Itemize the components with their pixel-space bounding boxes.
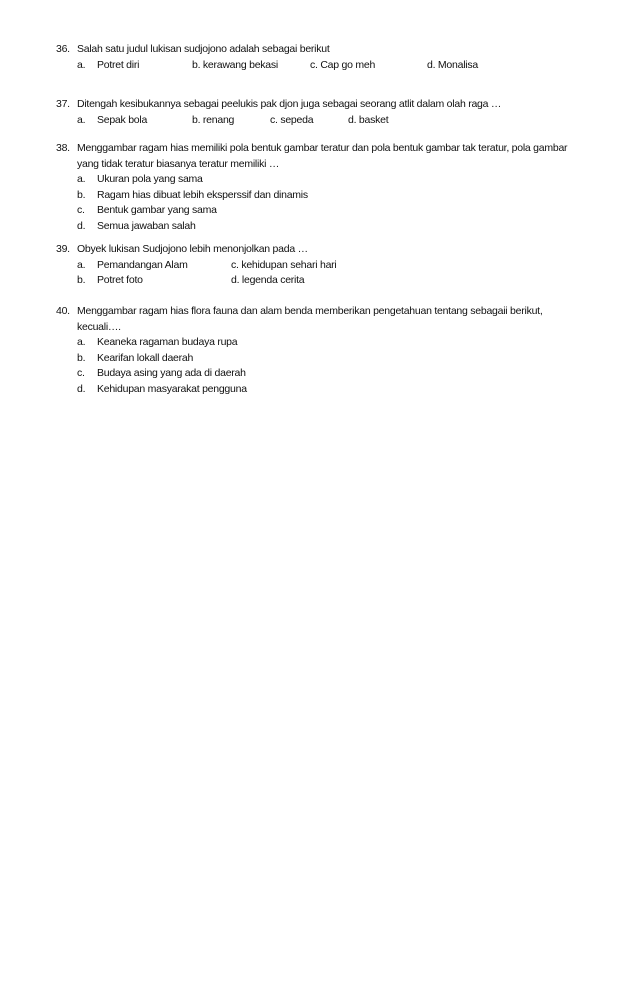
question-number: 37. <box>56 98 70 110</box>
option-c-row <box>56 203 616 219</box>
option-b: b. renang <box>192 113 235 126</box>
option-b-row <box>56 188 616 204</box>
option-a: Ukuran pola yang sama <box>97 173 203 185</box>
question-text-line-1: Menggambar ragam hias memiliki pola bentuk gambar teratur dan pola bentuk gambar tak teratur, pola gambar <box>77 142 568 154</box>
option-c: c. kehidupan sehari hari <box>231 258 337 271</box>
question-number: 39. <box>56 243 70 255</box>
question-text-line-1: Menggambar ragam hias flora fauna dan alam benda memberikan pengetahuan tentang sebagaii berikut, <box>77 305 543 317</box>
option-c: c. sepeda <box>270 113 314 126</box>
question-text-line-2: kecuali…. <box>77 320 121 333</box>
option-letter: d. <box>77 382 86 395</box>
options-row <box>56 58 616 74</box>
option-b: Kearifan lokall daerah <box>97 351 194 364</box>
options-row-2 <box>56 273 616 289</box>
option-letter: c. <box>77 367 85 379</box>
options-row <box>56 113 616 129</box>
option-d: d. Monalisa <box>427 58 478 71</box>
option-c: c. Cap go meh <box>310 58 376 71</box>
option-d: Semua jawaban salah <box>97 219 196 232</box>
question-39 <box>56 242 616 289</box>
question-text: Salah satu judul lukisan sudjojono adalah sebagai berikut <box>77 43 330 55</box>
option-letter: b. <box>77 351 86 364</box>
option-d-row <box>56 219 616 235</box>
option-b: Potret foto <box>97 274 143 286</box>
option-d-row <box>56 382 616 398</box>
option-a: Pemandangan Alam <box>97 258 188 271</box>
option-d: d. basket <box>348 113 389 126</box>
question-text: Ditengah kesibukannya sebagai peelukis pak djon juga sebagai seorang atlit dalam olah raga … <box>77 98 502 110</box>
option-c: Budaya asing yang ada di daerah <box>97 367 246 379</box>
question-38 <box>56 141 616 234</box>
option-b: Ragam hias dibuat lebih eksperssif dan dinamis <box>97 188 308 201</box>
question-40 <box>56 304 616 397</box>
option-letter: b. <box>77 274 86 286</box>
option-letter: a. <box>77 173 86 185</box>
options-row-1 <box>56 258 616 274</box>
option-d: d. legenda cerita <box>231 274 305 286</box>
option-b-row <box>56 351 616 367</box>
option-a-row <box>56 335 616 351</box>
question-37 <box>56 97 616 128</box>
option-c: Bentuk gambar yang sama <box>97 204 217 216</box>
option-letter: d. <box>77 219 86 232</box>
option-letter: c. <box>77 204 85 216</box>
option-letter: a. <box>77 113 86 126</box>
option-letter: a. <box>77 58 86 71</box>
question-number: 38. <box>56 142 70 154</box>
question-text-line-2: yang tidak teratur biasanya teratur memiliki … <box>77 157 280 170</box>
option-b: b. kerawang bekasi <box>192 58 278 71</box>
question-number: 36. <box>56 43 70 55</box>
option-letter: a. <box>77 258 86 271</box>
option-a: Sepak bola <box>97 113 148 126</box>
question-36 <box>56 42 616 73</box>
option-letter: a. <box>77 336 86 348</box>
option-letter: b. <box>77 188 86 201</box>
option-c-row <box>56 366 616 382</box>
option-a: Keaneka ragaman budaya rupa <box>97 336 238 348</box>
option-a-row <box>56 172 616 188</box>
option-d: Kehidupan masyarakat pengguna <box>97 382 247 395</box>
question-text: Obyek lukisan Sudjojono lebih menonjolkan pada … <box>77 243 308 255</box>
question-number: 40. <box>56 305 70 317</box>
option-a: Potret diri <box>97 58 140 71</box>
